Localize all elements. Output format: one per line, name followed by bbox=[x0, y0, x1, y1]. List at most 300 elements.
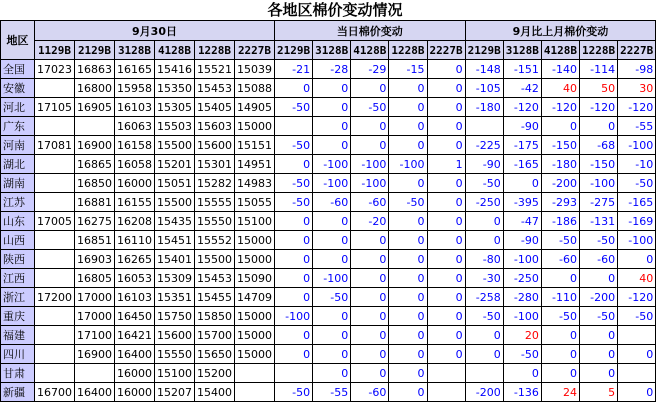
daily-change-code-header: 1228B bbox=[389, 41, 427, 60]
price-cell: 16103 bbox=[115, 288, 155, 307]
monthly-change-cell: -131 bbox=[580, 212, 618, 231]
price-cell: 17000 bbox=[75, 288, 115, 307]
monthly-change-cell: 0 bbox=[541, 326, 579, 345]
price-cell: 16000 bbox=[115, 174, 155, 193]
daily-change-cell: 0 bbox=[389, 364, 427, 383]
daily-change-cell: 0 bbox=[427, 60, 465, 79]
monthly-change-cell: 0 bbox=[580, 269, 618, 288]
monthly-change-cell: -140 bbox=[541, 60, 579, 79]
price-cell: 14905 bbox=[235, 98, 275, 117]
monthly-change-cell: -120 bbox=[541, 98, 579, 117]
monthly-change-cell: -120 bbox=[580, 98, 618, 117]
monthly-change-cell: -110 bbox=[541, 288, 579, 307]
region-cell: 湖南 bbox=[1, 174, 35, 193]
region-cell: 福建 bbox=[1, 326, 35, 345]
daily-change-cell: 0 bbox=[313, 326, 351, 345]
price-cell: 16000 bbox=[115, 364, 155, 383]
price-cell: 16850 bbox=[75, 174, 115, 193]
price-cell: 15500 bbox=[155, 193, 195, 212]
monthly-change-cell: -50 bbox=[580, 307, 618, 326]
monthly-change-cell: -225 bbox=[465, 136, 503, 155]
price-cell: 16058 bbox=[115, 155, 155, 174]
monthly-change-cell: 50 bbox=[580, 79, 618, 98]
monthly-change-cell: -60 bbox=[541, 250, 579, 269]
price-cell: 16053 bbox=[115, 269, 155, 288]
monthly-change-cell: -280 bbox=[503, 288, 541, 307]
price-cell: 17100 bbox=[75, 326, 115, 345]
daily-change-cell: -15 bbox=[389, 60, 427, 79]
price-cell: 15750 bbox=[155, 307, 195, 326]
price-cell: 15051 bbox=[155, 174, 195, 193]
daily-change-cell: 0 bbox=[427, 269, 465, 288]
price-cell: 16265 bbox=[115, 250, 155, 269]
monthly-change-cell: -200 bbox=[541, 174, 579, 193]
monthly-change-cell: -50 bbox=[541, 231, 579, 250]
daily-change-cell: 0 bbox=[427, 345, 465, 364]
monthly-change-cell: 0 bbox=[465, 231, 503, 250]
price-cell: 15521 bbox=[195, 60, 235, 79]
daily-change-cell: 0 bbox=[313, 98, 351, 117]
price-cell: 16905 bbox=[75, 98, 115, 117]
daily-change-cell: 0 bbox=[275, 269, 313, 288]
price-cell: 15309 bbox=[155, 269, 195, 288]
price-cell: 15603 bbox=[195, 117, 235, 136]
price-cell: 15055 bbox=[235, 193, 275, 212]
daily-change-cell: -50 bbox=[313, 288, 351, 307]
monthly-change-cell: -120 bbox=[618, 98, 656, 117]
monthly-change-cell: -114 bbox=[580, 60, 618, 79]
region-cell: 河南 bbox=[1, 136, 35, 155]
daily-change-cell: 0 bbox=[389, 345, 427, 364]
monthly-change-cell: -395 bbox=[503, 193, 541, 212]
price-cell: 16421 bbox=[115, 326, 155, 345]
monthly-change-cell: 0 bbox=[503, 174, 541, 193]
monthly-change-cell: -186 bbox=[541, 212, 579, 231]
price-cell bbox=[35, 117, 75, 136]
price-cell: 15850 bbox=[195, 307, 235, 326]
daily-change-cell: 0 bbox=[427, 98, 465, 117]
daily-change-cell: 0 bbox=[351, 231, 389, 250]
monthly-change-cell: -90 bbox=[503, 231, 541, 250]
daily-change-cell: 0 bbox=[351, 269, 389, 288]
daily-change-cell: 0 bbox=[427, 326, 465, 345]
monthly-change-cell: 0 bbox=[618, 250, 656, 269]
region-cell: 浙江 bbox=[1, 288, 35, 307]
price-cell: 15400 bbox=[195, 383, 235, 402]
price-cell: 15401 bbox=[155, 250, 195, 269]
price-cell: 15650 bbox=[195, 345, 235, 364]
monthly-change-cell: -175 bbox=[503, 136, 541, 155]
monthly-change-cell: -293 bbox=[541, 193, 579, 212]
monthly-change-cell: 0 bbox=[465, 345, 503, 364]
group-header-prices: 9月30日 bbox=[35, 21, 275, 41]
monthly-change-cell: -50 bbox=[465, 174, 503, 193]
price-cell: 17005 bbox=[35, 212, 75, 231]
monthly-change-cell: 0 bbox=[541, 345, 579, 364]
daily-change-cell: -50 bbox=[275, 193, 313, 212]
daily-change-cell bbox=[427, 383, 465, 402]
monthly-change-cell: -55 bbox=[618, 117, 656, 136]
daily-change-cell: 0 bbox=[389, 212, 427, 231]
region-cell: 湖北 bbox=[1, 155, 35, 174]
monthly-change-cell: -42 bbox=[503, 79, 541, 98]
daily-change-cell: -100 bbox=[389, 155, 427, 174]
daily-change-cell: 0 bbox=[427, 307, 465, 326]
price-cell: 15151 bbox=[235, 136, 275, 155]
region-cell: 四川 bbox=[1, 345, 35, 364]
daily-change-cell: -50 bbox=[275, 136, 313, 155]
price-cell: 15039 bbox=[235, 60, 275, 79]
monthly-change-cell: 0 bbox=[465, 326, 503, 345]
price-cell: 15958 bbox=[115, 79, 155, 98]
price-cell: 16903 bbox=[75, 250, 115, 269]
daily-change-cell: -50 bbox=[351, 98, 389, 117]
table-row bbox=[1, 155, 656, 174]
price-cell: 15100 bbox=[235, 212, 275, 231]
daily-change-cell: 0 bbox=[427, 250, 465, 269]
monthly-change-cell: -180 bbox=[465, 98, 503, 117]
daily-change-cell: -20 bbox=[351, 212, 389, 231]
page-title: 各地区棉价变动情况 bbox=[267, 1, 403, 19]
monthly-change-cell: -60 bbox=[580, 250, 618, 269]
daily-change-cell: 0 bbox=[275, 212, 313, 231]
daily-change-cell: 0 bbox=[389, 288, 427, 307]
daily-change-cell: 0 bbox=[351, 288, 389, 307]
monthly-change-cell: -169 bbox=[618, 212, 656, 231]
monthly-change-cell: -50 bbox=[618, 307, 656, 326]
price-cell: 16900 bbox=[75, 136, 115, 155]
daily-change-cell: -100 bbox=[313, 155, 351, 174]
table-row bbox=[1, 60, 656, 79]
monthly-change-cell: -68 bbox=[580, 136, 618, 155]
price-cell: 15600 bbox=[155, 326, 195, 345]
price-cell: 15000 bbox=[235, 250, 275, 269]
monthly-change-cell: -50 bbox=[618, 174, 656, 193]
table-row bbox=[1, 231, 656, 250]
monthly-change-cell: -250 bbox=[503, 269, 541, 288]
daily-change-cell: 0 bbox=[351, 307, 389, 326]
price-cell: 16881 bbox=[75, 193, 115, 212]
price-cell: 15700 bbox=[195, 326, 235, 345]
daily-change-cell: 0 bbox=[351, 117, 389, 136]
daily-change-cell: 0 bbox=[313, 345, 351, 364]
price-cell: 15500 bbox=[155, 136, 195, 155]
monthly-change-cell: 0 bbox=[618, 383, 656, 402]
monthly-change-cell: 0 bbox=[580, 364, 618, 383]
price-cell bbox=[35, 345, 75, 364]
price-cell: 16165 bbox=[115, 60, 155, 79]
daily-change-cell: 0 bbox=[427, 174, 465, 193]
monthly-change-cell bbox=[465, 364, 503, 383]
price-cell bbox=[35, 193, 75, 212]
price-cell bbox=[35, 364, 75, 383]
table-row bbox=[1, 288, 656, 307]
monthly-change-cell: 0 bbox=[541, 269, 579, 288]
price-cell: 15000 bbox=[235, 345, 275, 364]
monthly-change-cell: -200 bbox=[580, 288, 618, 307]
monthly-change-cell: 40 bbox=[541, 79, 579, 98]
daily-change-cell: -21 bbox=[275, 60, 313, 79]
daily-change-cell: 0 bbox=[351, 364, 389, 383]
monthly-change-cell: -258 bbox=[465, 288, 503, 307]
monthly-change-cell: -47 bbox=[503, 212, 541, 231]
daily-change-cell: 0 bbox=[351, 345, 389, 364]
daily-change-cell: 0 bbox=[389, 136, 427, 155]
monthly-change-cell: -98 bbox=[618, 60, 656, 79]
price-cell: 15453 bbox=[195, 269, 235, 288]
daily-change-cell: -100 bbox=[275, 307, 313, 326]
daily-change-cell: 0 bbox=[427, 193, 465, 212]
table-row bbox=[1, 98, 656, 117]
monthly-change-cell: -90 bbox=[503, 117, 541, 136]
group-header-monthly-change: 9月比上月棉价变动 bbox=[465, 21, 656, 41]
monthly-change-cell: -120 bbox=[618, 288, 656, 307]
region-cell: 江苏 bbox=[1, 193, 35, 212]
cotton-price-table bbox=[0, 20, 656, 402]
region-cell: 广东 bbox=[1, 117, 35, 136]
price-cell: 14951 bbox=[235, 155, 275, 174]
region-cell: 江西 bbox=[1, 269, 35, 288]
price-cell: 15500 bbox=[195, 250, 235, 269]
price-cell bbox=[35, 326, 75, 345]
monthly-change-cell: -250 bbox=[465, 193, 503, 212]
price-cell: 16103 bbox=[115, 98, 155, 117]
monthly-change-cell: 0 bbox=[580, 345, 618, 364]
monthly-change-cell: -148 bbox=[465, 60, 503, 79]
price-cell: 16900 bbox=[75, 345, 115, 364]
price-cell: 16865 bbox=[75, 155, 115, 174]
monthly-change-cell: 24 bbox=[541, 383, 579, 402]
table-row bbox=[1, 79, 656, 98]
daily-change-cell: -100 bbox=[351, 155, 389, 174]
price-code-header: 2227B bbox=[235, 41, 275, 60]
table-row bbox=[1, 117, 656, 136]
region-cell: 河北 bbox=[1, 98, 35, 117]
price-cell: 15301 bbox=[195, 155, 235, 174]
region-cell: 全国 bbox=[1, 60, 35, 79]
price-cell: 15455 bbox=[195, 288, 235, 307]
daily-change-cell bbox=[275, 364, 313, 383]
monthly-change-cell: -165 bbox=[503, 155, 541, 174]
monthly-change-code-header: 1228B bbox=[580, 41, 618, 60]
daily-change-cell: 0 bbox=[389, 307, 427, 326]
monthly-change-cell: -90 bbox=[465, 155, 503, 174]
price-cell bbox=[35, 250, 75, 269]
monthly-change-cell: -105 bbox=[465, 79, 503, 98]
price-cell: 16450 bbox=[115, 307, 155, 326]
monthly-change-cell: 40 bbox=[618, 269, 656, 288]
price-cell: 16851 bbox=[75, 231, 115, 250]
daily-change-cell: 0 bbox=[313, 250, 351, 269]
monthly-change-cell: -165 bbox=[618, 193, 656, 212]
price-code-header: 1129B bbox=[35, 41, 75, 60]
price-cell: 15090 bbox=[235, 269, 275, 288]
daily-change-cell: 0 bbox=[275, 250, 313, 269]
daily-change-cell: 0 bbox=[351, 250, 389, 269]
price-cell: 17023 bbox=[35, 60, 75, 79]
daily-change-cell: -100 bbox=[313, 174, 351, 193]
daily-change-cell: 0 bbox=[313, 79, 351, 98]
price-cell: 15435 bbox=[155, 212, 195, 231]
price-cell: 16000 bbox=[115, 383, 155, 402]
daily-change-code-header: 4128B bbox=[351, 41, 389, 60]
price-cell: 15416 bbox=[155, 60, 195, 79]
daily-change-cell: -60 bbox=[313, 193, 351, 212]
price-cell: 15000 bbox=[235, 117, 275, 136]
monthly-change-cell: 0 bbox=[465, 212, 503, 231]
monthly-change-cell: 0 bbox=[503, 364, 541, 383]
region-cell: 山东 bbox=[1, 212, 35, 231]
price-code-header: 1228B bbox=[195, 41, 235, 60]
monthly-change-cell: -180 bbox=[541, 155, 579, 174]
price-cell: 15207 bbox=[155, 383, 195, 402]
daily-change-cell: 0 bbox=[427, 136, 465, 155]
price-cell bbox=[35, 79, 75, 98]
daily-change-cell: 0 bbox=[389, 383, 427, 402]
price-cell: 15451 bbox=[155, 231, 195, 250]
table-row bbox=[1, 212, 656, 231]
price-cell: 16805 bbox=[75, 269, 115, 288]
price-cell: 14983 bbox=[235, 174, 275, 193]
price-cell bbox=[235, 364, 275, 383]
monthly-change-code-header: 3128B bbox=[503, 41, 541, 60]
price-cell: 15282 bbox=[195, 174, 235, 193]
monthly-change-cell: -200 bbox=[465, 383, 503, 402]
table-row bbox=[1, 364, 656, 383]
region-cell: 甘肃 bbox=[1, 364, 35, 383]
price-cell: 16155 bbox=[115, 193, 155, 212]
table-row bbox=[1, 250, 656, 269]
daily-change-code-header: 3128B bbox=[313, 41, 351, 60]
table-row bbox=[1, 136, 656, 155]
price-cell: 16700 bbox=[35, 383, 75, 402]
monthly-change-code-header: 4128B bbox=[541, 41, 579, 60]
daily-change-cell: 0 bbox=[275, 326, 313, 345]
price-cell: 15351 bbox=[155, 288, 195, 307]
price-cell: 15550 bbox=[195, 212, 235, 231]
daily-change-cell: 0 bbox=[389, 117, 427, 136]
monthly-change-cell: -150 bbox=[541, 136, 579, 155]
price-cell bbox=[35, 269, 75, 288]
price-cell bbox=[35, 174, 75, 193]
daily-change-cell: 0 bbox=[351, 136, 389, 155]
price-cell: 15100 bbox=[155, 364, 195, 383]
monthly-change-cell: -50 bbox=[580, 231, 618, 250]
price-cell: 16275 bbox=[75, 212, 115, 231]
price-cell: 15555 bbox=[195, 193, 235, 212]
daily-change-cell: -28 bbox=[313, 60, 351, 79]
monthly-change-cell: -136 bbox=[503, 383, 541, 402]
daily-change-cell: 0 bbox=[427, 79, 465, 98]
daily-change-cell: 0 bbox=[427, 117, 465, 136]
table-row bbox=[1, 193, 656, 212]
daily-change-cell: 0 bbox=[389, 231, 427, 250]
price-cell: 16800 bbox=[75, 79, 115, 98]
daily-change-cell: 0 bbox=[427, 212, 465, 231]
table-row bbox=[1, 269, 656, 288]
price-cell: 15000 bbox=[235, 326, 275, 345]
monthly-change-cell bbox=[618, 326, 656, 345]
monthly-change-cell: 5 bbox=[580, 383, 618, 402]
price-cell: 15000 bbox=[235, 231, 275, 250]
monthly-change-cell: -151 bbox=[503, 60, 541, 79]
daily-change-cell: 0 bbox=[313, 307, 351, 326]
price-cell: 14709 bbox=[235, 288, 275, 307]
daily-change-cell: 0 bbox=[275, 155, 313, 174]
table-row bbox=[1, 383, 656, 402]
daily-change-cell: 0 bbox=[313, 212, 351, 231]
monthly-change-cell bbox=[618, 364, 656, 383]
group-header-daily-change: 当日棉价变动 bbox=[275, 21, 466, 41]
monthly-change-cell: -100 bbox=[618, 231, 656, 250]
price-cell: 15600 bbox=[195, 136, 235, 155]
daily-change-cell: -60 bbox=[351, 383, 389, 402]
price-cell: 17105 bbox=[35, 98, 75, 117]
price-cell bbox=[75, 364, 115, 383]
price-cell: 15088 bbox=[235, 79, 275, 98]
price-cell: 16110 bbox=[115, 231, 155, 250]
monthly-change-cell: 0 bbox=[541, 364, 579, 383]
daily-change-cell: -50 bbox=[275, 98, 313, 117]
daily-change-cell: 0 bbox=[427, 288, 465, 307]
price-cell: 16158 bbox=[115, 136, 155, 155]
price-cell: 15405 bbox=[195, 98, 235, 117]
price-cell: 15552 bbox=[195, 231, 235, 250]
daily-change-cell: 0 bbox=[389, 174, 427, 193]
monthly-change-cell: -50 bbox=[541, 307, 579, 326]
daily-change-cell: -50 bbox=[389, 193, 427, 212]
daily-change-cell: 0 bbox=[313, 117, 351, 136]
price-cell: 16063 bbox=[115, 117, 155, 136]
price-code-header: 2129B bbox=[75, 41, 115, 60]
daily-change-cell: 0 bbox=[275, 345, 313, 364]
monthly-change-cell: -100 bbox=[503, 307, 541, 326]
region-cell: 重庆 bbox=[1, 307, 35, 326]
daily-change-cell: 0 bbox=[351, 79, 389, 98]
daily-change-cell: -60 bbox=[351, 193, 389, 212]
daily-change-cell: -55 bbox=[313, 383, 351, 402]
monthly-change-code-header: 2129B bbox=[465, 41, 503, 60]
price-code-header: 4128B bbox=[155, 41, 195, 60]
price-cell: 16863 bbox=[75, 60, 115, 79]
daily-change-cell: 0 bbox=[389, 250, 427, 269]
daily-change-cell: 0 bbox=[351, 326, 389, 345]
daily-change-cell: 0 bbox=[313, 231, 351, 250]
region-header: 地区 bbox=[1, 21, 35, 60]
monthly-change-cell: 0 bbox=[580, 117, 618, 136]
daily-change-cell: 0 bbox=[427, 231, 465, 250]
daily-change-code-header: 2129B bbox=[275, 41, 313, 60]
price-cell: 15453 bbox=[195, 79, 235, 98]
daily-change-cell: -100 bbox=[313, 269, 351, 288]
daily-change-cell: 0 bbox=[275, 79, 313, 98]
daily-change-cell: -50 bbox=[275, 383, 313, 402]
daily-change-cell: 0 bbox=[275, 231, 313, 250]
daily-change-cell: 0 bbox=[275, 288, 313, 307]
daily-change-cell: 0 bbox=[389, 98, 427, 117]
monthly-change-cell: 0 bbox=[541, 117, 579, 136]
price-cell: 16208 bbox=[115, 212, 155, 231]
price-cell: 15350 bbox=[155, 79, 195, 98]
price-cell: 15200 bbox=[195, 364, 235, 383]
monthly-change-cell: 30 bbox=[618, 79, 656, 98]
price-cell: 15550 bbox=[155, 345, 195, 364]
price-cell: 15503 bbox=[155, 117, 195, 136]
monthly-change-cell: -100 bbox=[503, 250, 541, 269]
table-row bbox=[1, 307, 656, 326]
price-code-header: 3128B bbox=[115, 41, 155, 60]
monthly-change-cell: -100 bbox=[580, 174, 618, 193]
